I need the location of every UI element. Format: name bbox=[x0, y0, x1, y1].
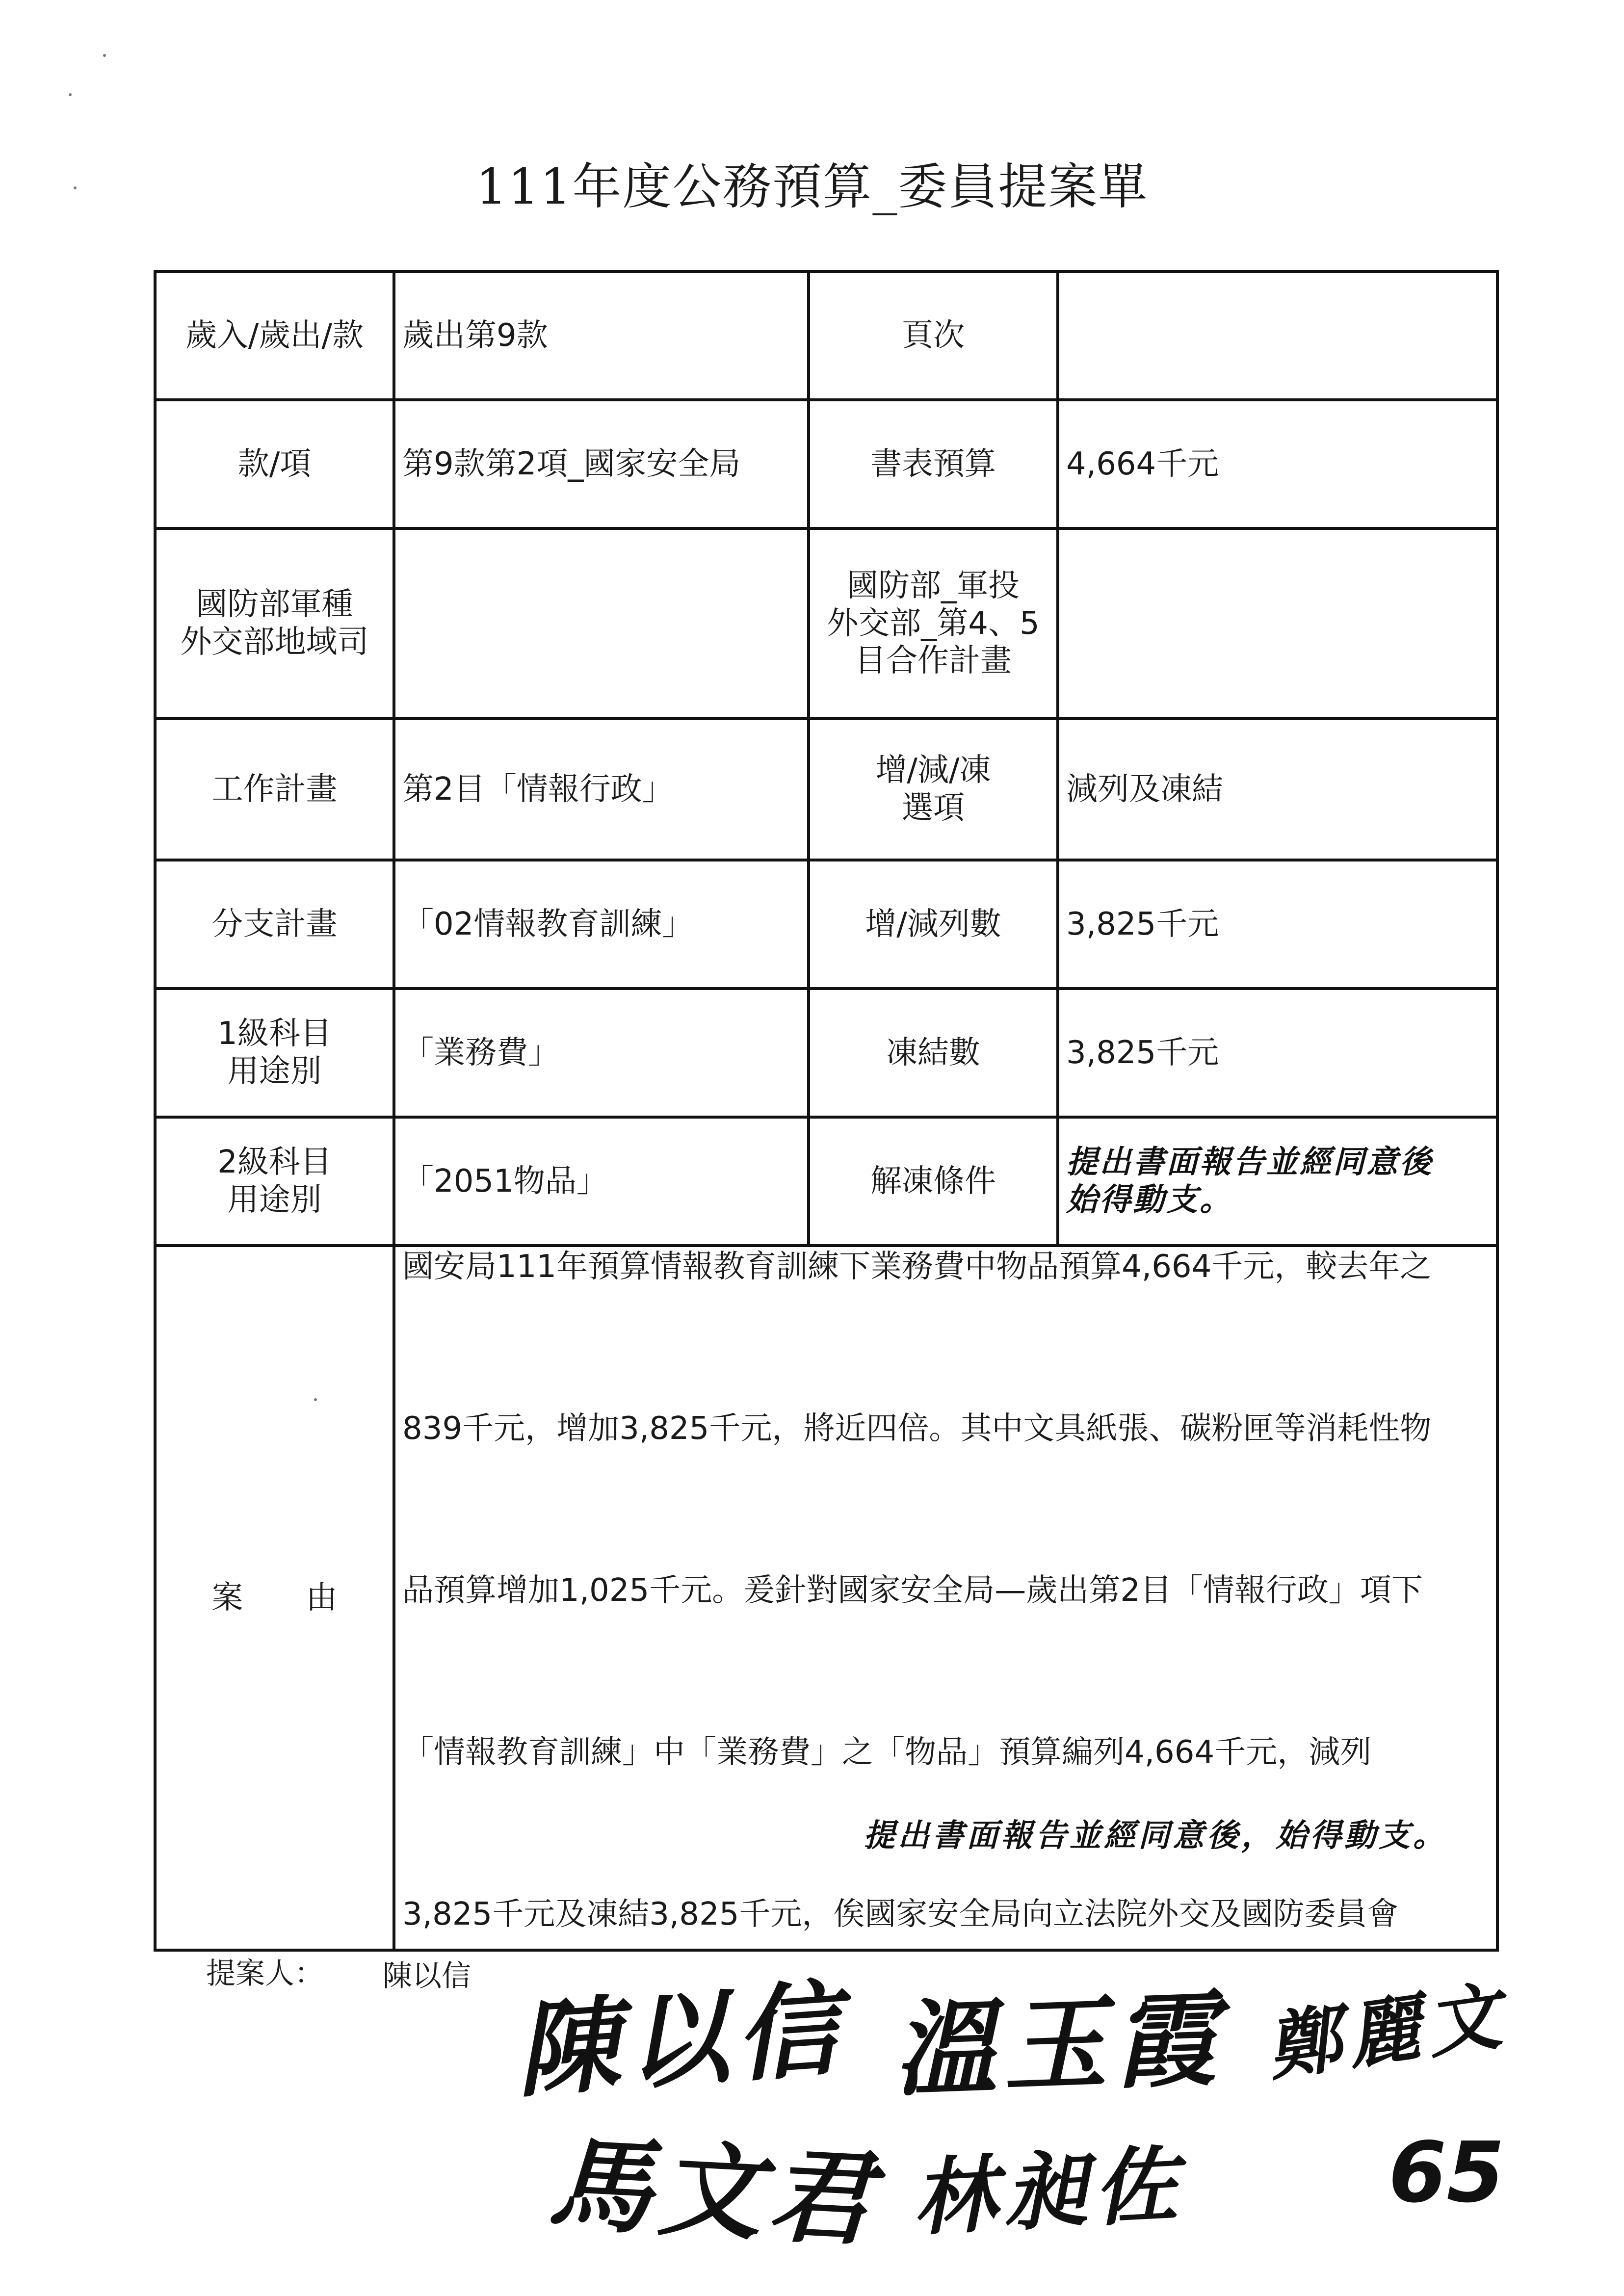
reason-line: 839千元，增加3,825千元，將近四倍。其中文具紙張、碳粉匣等消耗性物 bbox=[402, 1410, 1432, 1447]
label-reduction-amount: 增/減列數 bbox=[809, 860, 1058, 989]
value-action-option: 減列及凍結 bbox=[1058, 719, 1497, 860]
signature: 溫玉霞 bbox=[891, 1978, 1225, 2111]
value-reduction-amount: 3,825千元 bbox=[1058, 860, 1497, 989]
form-row-level1-subject bbox=[155, 989, 1497, 1117]
label-unfreeze-condition: 解凍條件 bbox=[809, 1117, 1058, 1246]
label-action-option: 增/減/凍 選項 bbox=[809, 719, 1058, 860]
page-title: 111年度公務預算_委員提案單 bbox=[475, 158, 1149, 215]
scan-speck bbox=[314, 1398, 317, 1401]
signature: 陳以信 bbox=[512, 1967, 849, 2112]
signature: 鄭麗文 bbox=[1261, 1972, 1513, 2091]
label-branch-plan: 分支計畫 bbox=[155, 860, 394, 989]
value-category: 歲出第9款 bbox=[394, 271, 809, 400]
form-row-department bbox=[155, 528, 1497, 719]
label-level1-subject: 1級科目 用途別 bbox=[155, 989, 394, 1117]
value-unfreeze-condition: 提出書面報告並經同意後 始得動支。 bbox=[1058, 1117, 1497, 1246]
label-budget: 書表預算 bbox=[809, 400, 1058, 528]
form-row-branch-plan bbox=[155, 860, 1497, 989]
signature: 林昶佐 bbox=[910, 2135, 1186, 2248]
value-page bbox=[1058, 271, 1497, 400]
reason-line: 品預算增加1,025千元。爰針對國家安全局—歲出第2目「情報行政」項下 bbox=[402, 1572, 1423, 1609]
label-department: 國防部軍種 外交部地域司 bbox=[155, 528, 394, 719]
value-branch-plan: 「02情報教育訓練」 bbox=[394, 860, 809, 989]
proposer-name: 陳以信 bbox=[383, 1959, 471, 1993]
signature: 馬文君 bbox=[546, 2122, 882, 2261]
label-cooperation-plan: 國防部_軍投 外交部_第4、5 目合作計畫 bbox=[809, 528, 1058, 719]
label-reason: 案 由 bbox=[155, 1246, 394, 1950]
scan-speck bbox=[69, 93, 72, 96]
scan-speck bbox=[103, 54, 106, 57]
reason-line: 「情報教育訓練」中「業務費」之「物品」預算編列4,664千元，減列 bbox=[402, 1734, 1372, 1771]
value-level2-subject: 「2051物品」 bbox=[394, 1117, 809, 1246]
form-row-item bbox=[155, 400, 1497, 528]
reason-line: 3,825千元及凍結3,825千元，俟國家安全局向立法院外交及國防委員會 bbox=[402, 1896, 1399, 1932]
handwritten-annotation: 提出書面報告並經同意後，始得動支。 bbox=[864, 1817, 1447, 1854]
form-row-work-plan bbox=[155, 719, 1497, 860]
value-cooperation-plan bbox=[1058, 528, 1497, 719]
label-page: 頁次 bbox=[809, 271, 1058, 400]
value-department bbox=[394, 528, 809, 719]
label-work-plan: 工作計畫 bbox=[155, 719, 394, 860]
value-freeze-amount: 3,825千元 bbox=[1058, 989, 1497, 1117]
label-category: 歲入/歲出/款 bbox=[155, 271, 394, 400]
value-item: 第9款第2項_國家安全局 bbox=[394, 400, 809, 528]
label-item: 款/項 bbox=[155, 400, 394, 528]
proposer-label: 提案人： bbox=[206, 1957, 324, 1991]
value-level1-subject: 「業務費」 bbox=[394, 989, 809, 1117]
form-row-level2-subject bbox=[155, 1117, 1497, 1246]
proposal-form-table bbox=[154, 270, 1499, 1952]
value-work-plan: 第2目「情報行政」 bbox=[394, 719, 809, 860]
reason-line: 國安局111年預算情報教育訓練下業務費中物品預算4,664千元，較去年之 bbox=[402, 1249, 1432, 1285]
scan-speck bbox=[74, 186, 77, 189]
label-level2-subject: 2級科目 用途別 bbox=[155, 1117, 394, 1246]
label-freeze-amount: 凍結數 bbox=[809, 989, 1058, 1117]
page-number: 65 bbox=[1388, 2124, 1505, 2221]
value-budget: 4,664千元 bbox=[1058, 400, 1497, 528]
form-row-category bbox=[155, 271, 1497, 400]
